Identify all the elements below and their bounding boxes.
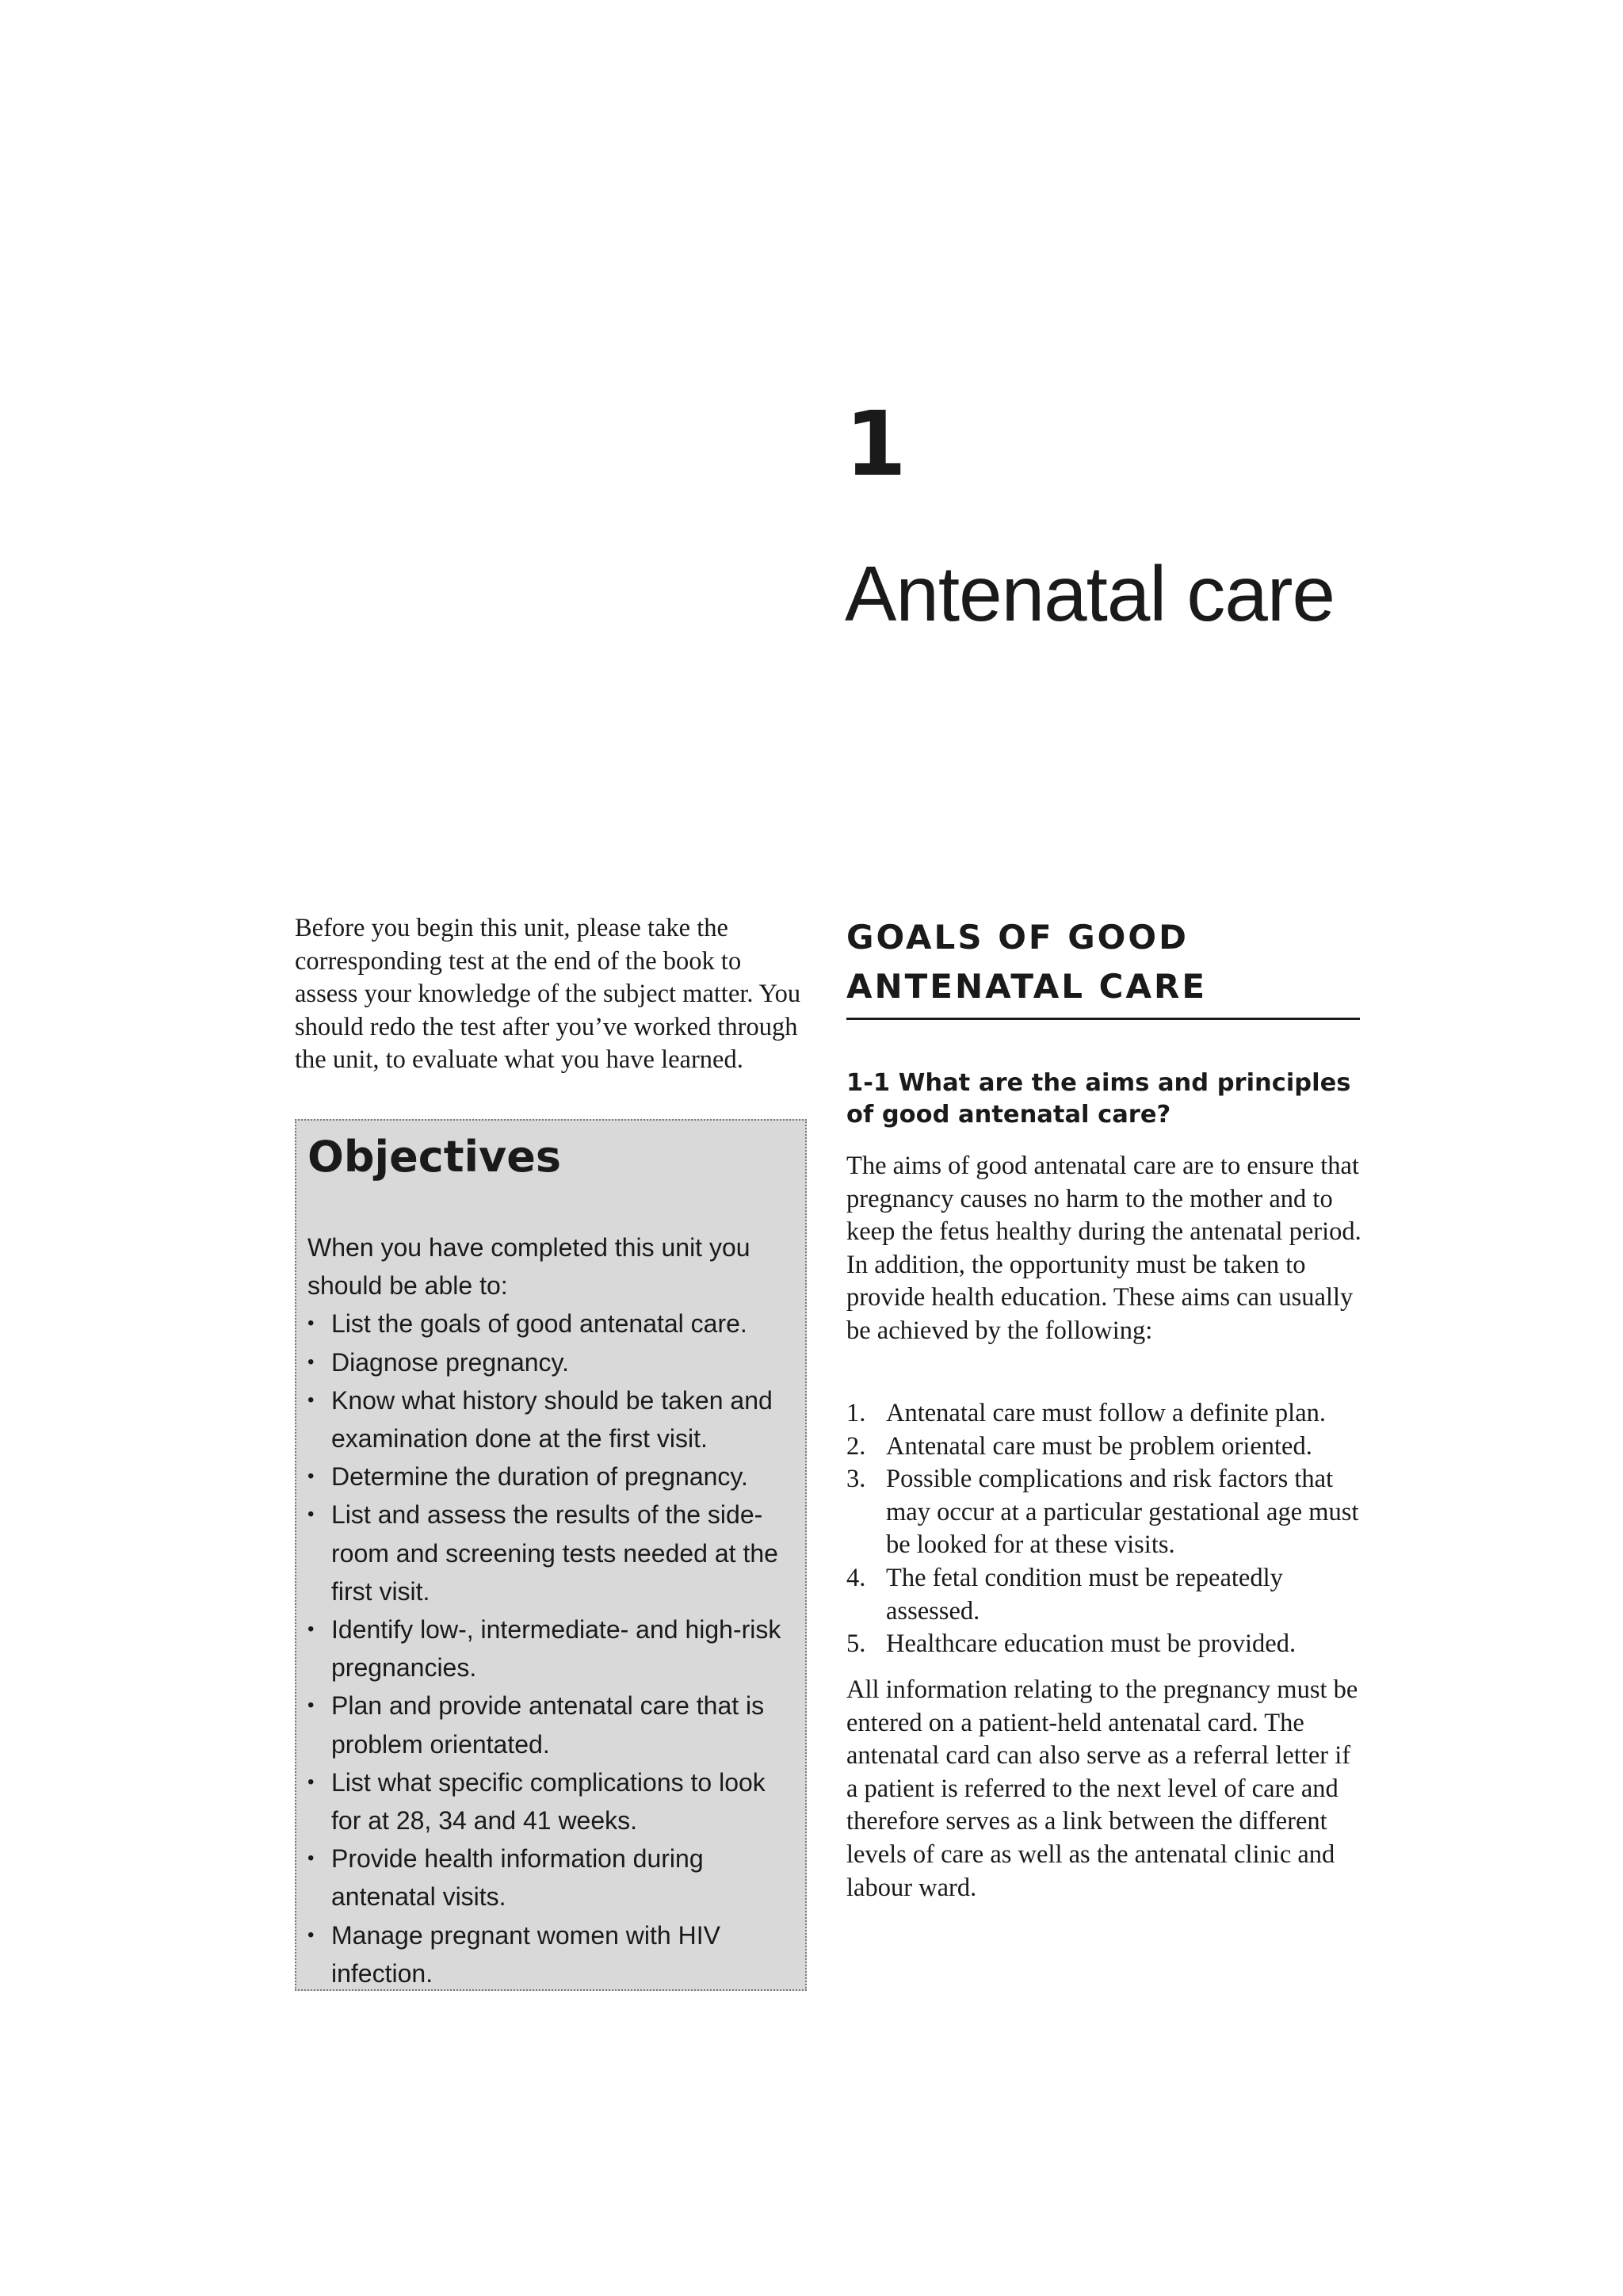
aim-item: 1. Antenatal care must follow a definite plan. xyxy=(846,1399,1327,1427)
aim-item: 5. Healthcare education must be provided. xyxy=(846,1629,1296,1659)
objectives-box xyxy=(295,1119,807,1991)
objective-item: • Provide health information during antenatal visits. xyxy=(307,1839,796,1916)
bullet-icon: • xyxy=(307,1924,315,1946)
bullet-icon: • xyxy=(307,1350,315,1373)
intro-paragraph: Before you begin this unit, please take the corresponding test at the end of the book to assess your knowledge of the subject matter. You should redo the test after you’ve worked through the unit, to evaluate what you have learned. xyxy=(295,914,801,1075)
objectives-lead: When you have completed this unit you should be able to: xyxy=(307,1233,750,1301)
bullet-icon: • xyxy=(307,1771,315,1793)
objective-item: • Manage pregnant women with HIV infection. xyxy=(307,1916,796,1992)
chapter-number: 1 xyxy=(845,393,907,496)
aim-item: 4. The fetal condition must be repeatedly assessed. xyxy=(846,1563,1283,1626)
chapter-title: Antenatal care xyxy=(845,550,1335,637)
antenatal-card-paragraph: All information relating to the pregnancy must be entered on a patient-held antenatal card. The antenatal card can also serve as a referral letter if a patient is referred to the next level of care and therefore serves as a link between the different levels of care as well as the antenatal clinic and labour ward. xyxy=(846,1675,1358,1902)
objective-item: • Identify low-, intermediate- and high-risk pregnancies. xyxy=(307,1610,796,1687)
bullet-icon: • xyxy=(307,1503,315,1526)
objectives-list xyxy=(307,1305,796,1992)
objective-item: • Plan and provide antenatal care that is problem orientated. xyxy=(307,1687,796,1763)
objective-item: • List what specific complications to look for at 28, 34 and 41 weeks. xyxy=(307,1763,796,1839)
aims-list xyxy=(846,1397,1365,1661)
aims-paragraph: The aims of good antenatal care are to ensure that pregnancy causes no harm to the mother and to keep the fetus healthy during the antenatal period. In addition, the opportunity must be taken to provide health education. These aims can usually be achieved by the following: xyxy=(846,1152,1361,1345)
objectives-title: Objectives xyxy=(307,1132,561,1182)
bullet-icon: • xyxy=(307,1618,315,1641)
objective-item: • List the goals of good antenatal care. xyxy=(307,1305,796,1343)
objective-item: • Determine the duration of pregnancy. xyxy=(307,1457,796,1496)
bullet-icon: • xyxy=(307,1312,315,1335)
bullet-icon: • xyxy=(307,1694,315,1717)
aim-item: 3. Possible complications and risk factors that may occur at a particular gestational age must be looked for at these visits. xyxy=(846,1465,1359,1560)
aim-item: 2. Antenatal care must be problem oriented. xyxy=(846,1431,1312,1461)
objective-item: • Diagnose pregnancy. xyxy=(307,1343,796,1381)
bullet-icon: • xyxy=(307,1465,315,1488)
objective-item: • List and assess the results of the side-room and screening tests needed at the first visit. xyxy=(307,1496,796,1610)
bullet-icon: • xyxy=(307,1847,315,1870)
section-heading: GOALS OF GOOD ANTENATAL CARE xyxy=(846,913,1360,1020)
question-heading: 1-1 What are the aims and principles of good antenatal care? xyxy=(846,1069,1351,1129)
objective-item: • Know what history should be taken and examination done at the first visit. xyxy=(307,1381,796,1457)
bullet-icon: • xyxy=(307,1389,315,1411)
